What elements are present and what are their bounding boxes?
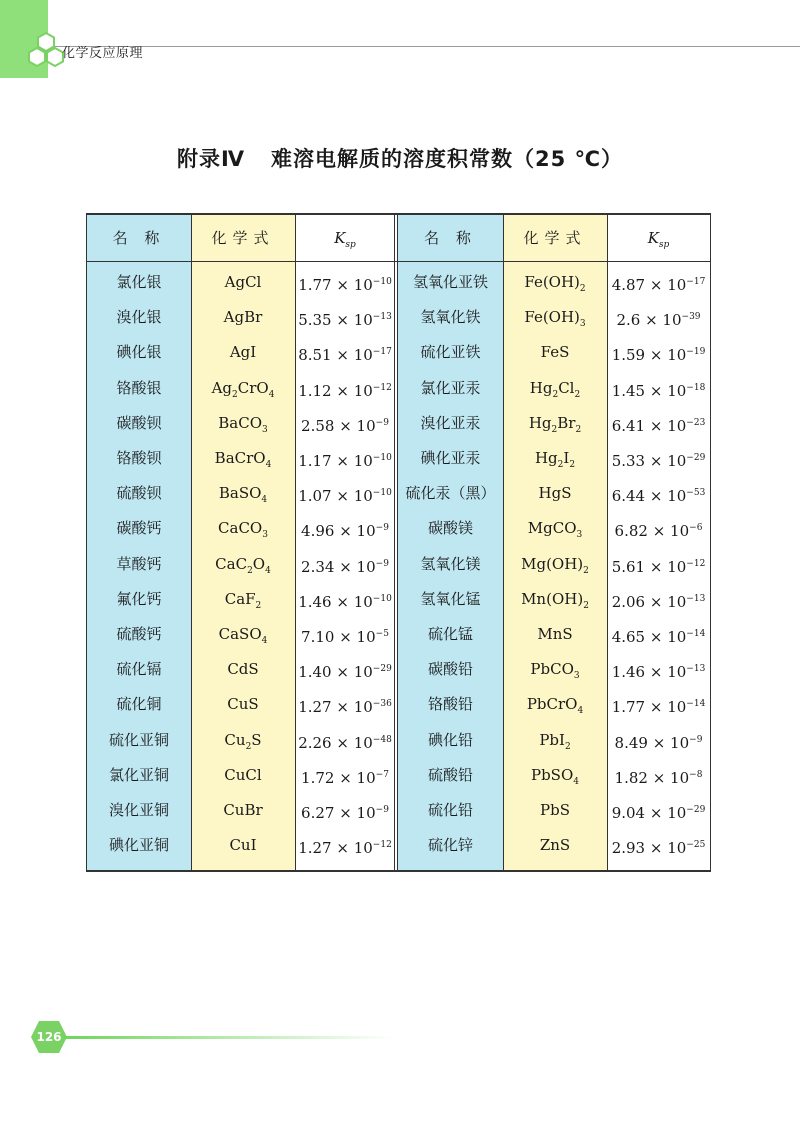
compound-name: 溴化亚铜 [108,801,169,819]
ksp-mantissa: 2.6 [616,311,641,330]
header-name: 名 称 [424,229,477,247]
compound-name: 碳酸铅 [427,660,473,679]
ksp-value [295,582,395,617]
ksp-value [607,406,710,441]
ksp-mantissa: 1.82 [614,768,648,787]
ksp-mantissa: 1.07 [298,487,332,506]
ksp-exponent: −10 [372,488,392,499]
ksp-exponent: −10 [372,593,392,604]
formula-part: Fe(OH) [524,308,580,327]
ksp-value [295,300,395,335]
times-ten: × 10 [331,487,373,506]
chemical-formula [503,335,607,370]
compound-name: 硫化汞（黑） [405,484,496,503]
header-formula: 化学式 [523,229,587,247]
formula-part: ZnS [539,836,571,855]
formula-subscript: 4 [265,460,272,470]
ksp-exponent: −39 [681,312,701,323]
ksp-mantissa: 5.33 [611,452,646,470]
times-ten: × 10 [331,381,373,400]
ksp-value [607,687,710,722]
formula-part: PbCO [530,660,574,679]
formula-part: O [252,554,266,573]
formula-part: Hg [529,378,553,397]
compound-name: 碘化铅 [427,730,473,749]
compound-name: 氢氧化亚铁 [412,273,488,291]
formula-part: Fe(OH) [524,273,580,291]
chemical-formula [191,371,295,406]
times-ten: × 10 [647,522,690,541]
ksp-mantissa: 1.40 [298,663,332,682]
chemical-formula [191,758,295,793]
ksp-exponent: −12 [372,382,392,393]
formula-subscript: 4 [577,706,584,717]
ksp-value [607,335,710,370]
ksp-exponent: −36 [372,699,392,710]
formula-subscript: 3 [262,424,268,435]
times-ten: × 10 [640,311,682,330]
ksp-value [295,758,395,793]
ksp-value [295,441,395,476]
ksp-value [607,793,710,828]
compound-name: 硫酸铅 [427,765,473,784]
chemical-formula [191,335,295,370]
formula-subscript: 3 [262,530,268,541]
header-rule [87,261,710,262]
ksp-symbol: K [647,229,659,247]
times-ten: × 10 [645,416,687,435]
chemical-formula [191,617,295,652]
formula-part: I [563,449,570,467]
ksp-value [607,511,710,546]
ksp-subscript: sp [345,240,356,250]
times-ten: × 10 [331,733,373,752]
formula-part: AgCl [224,273,262,291]
compound-name: 碳酸钡 [116,413,162,432]
times-ten: × 10 [334,416,376,435]
ksp-exponent: −9 [375,417,389,428]
times-ten: × 10 [334,768,376,787]
chemical-formula [503,652,607,687]
times-ten: × 10 [331,592,373,611]
ksp-exponent: −53 [686,488,706,499]
ksp-mantissa: 1.45 [611,381,646,400]
compound-name: 氢氧化镁 [420,554,481,573]
chemical-formula [503,723,607,758]
ksp-exponent: −29 [686,453,706,463]
compound-name: 溴化银 [116,308,162,327]
chemical-formula [503,582,607,617]
ksp-mantissa: 2.93 [611,839,646,858]
formula-subscript: 2 [255,600,262,611]
formula-part: CaCO [218,519,263,538]
header-formula: 化学式 [211,229,275,247]
chemical-formula [191,828,295,863]
ksp-mantissa: 1.72 [301,768,335,787]
chemical-formula [191,265,295,300]
ksp-value [295,793,395,828]
formula-part: CaSO [218,625,262,643]
formula-part: CaF [224,589,256,608]
times-ten: × 10 [645,592,687,611]
ksp-value [607,371,710,406]
ksp-mantissa: 6.82 [614,522,648,541]
compound-name: 铬酸钡 [116,449,162,467]
ksp-mantissa: 2.06 [611,592,646,611]
chemical-formula [503,793,607,828]
compound-name: 铬酸铅 [427,695,473,714]
chemical-formula [503,441,607,476]
compound-name: 碘化亚铜 [108,836,169,855]
chemical-formula [191,441,295,476]
compound-name: 硫化镉 [116,660,162,679]
ksp-value [295,723,395,758]
formula-part: AgI [229,343,257,362]
times-ten: × 10 [645,452,687,470]
ksp-exponent: −25 [686,840,706,851]
ksp-mantissa: 6.41 [611,416,646,435]
formula-part: Cl [558,378,575,397]
compound-name: 碘化银 [116,343,162,362]
header-ksp [607,221,710,256]
formula-subscript: 2 [579,284,586,294]
ksp-exponent: −29 [372,664,392,675]
ksp-value [295,617,395,652]
compound-name: 氟化钙 [116,589,162,608]
header-rule [48,46,800,47]
ksp-exponent: −48 [372,734,392,745]
ksp-symbol: K [334,229,346,247]
ksp-exponent: −6 [689,523,703,534]
compound-name: 氢氧化锰 [420,589,481,608]
formula-subscript: 2 [583,600,589,611]
ksp-mantissa: 5.61 [611,557,646,576]
footer-rule [64,1036,394,1039]
ksp-exponent: −14 [686,699,706,710]
formula-subscript: 2 [232,389,238,400]
page-title [0,143,800,173]
compound-name: 硫酸钡 [116,484,162,503]
formula-subscript: 4 [261,636,268,646]
times-ten: × 10 [334,628,376,646]
chemical-formula [503,687,607,722]
ksp-mantissa: 4.87 [611,276,646,294]
ksp-value [607,300,710,335]
ksp-exponent: −18 [686,382,706,393]
ksp-value [607,476,710,511]
formula-part: CuS [227,695,259,714]
times-ten: × 10 [647,768,690,787]
times-ten: × 10 [331,311,373,330]
formula-part: FeS [540,343,570,362]
ksp-exponent: −9 [375,805,389,815]
chemical-formula [503,300,607,335]
appendix-label: 附录Ⅳ [176,147,246,171]
ksp-exponent: −13 [686,664,706,675]
compound-name: 碳酸钙 [116,519,162,538]
ksp-value [295,547,395,582]
formula-part: Ag [211,378,232,397]
ksp-exponent: −17 [686,277,706,287]
ksp-value [607,652,710,687]
formula-part: PbCrO [526,695,578,714]
chemical-formula [503,265,607,300]
header-name: 名 称 [112,229,166,247]
formula-subscript: 4 [268,389,275,400]
chemical-formula [191,723,295,758]
book-title: 化学反应原理 [62,46,144,61]
formula-subscript: 3 [579,319,586,330]
times-ten: × 10 [645,276,687,294]
formula-part: CaC [215,554,248,573]
formula-subscript: 2 [574,389,581,400]
times-ten: × 10 [645,557,687,576]
compound-name: 氯化亚铜 [108,765,169,784]
ksp-value [295,406,395,441]
compound-name: 碳酸镁 [427,519,473,538]
formula-part: CuI [229,836,257,855]
appendix-title: 难溶电解质的溶度积常数（25 ℃） [271,147,624,171]
compound-name: 硫化亚铜 [108,730,169,749]
times-ten: × 10 [331,276,373,294]
compound-name: 硫化亚铁 [420,343,481,362]
formula-part: Mn(OH) [521,589,584,608]
compound-name: 碘化亚汞 [420,449,481,467]
compound-name: 氯化银 [116,273,162,291]
formula-part: PbI [539,730,565,749]
formula-part: BaCrO [214,449,266,467]
ksp-value [295,371,395,406]
ksp-subscript: sp [658,240,670,250]
ksp-value [607,617,710,652]
chemical-formula [191,300,295,335]
ksp-value [607,547,710,582]
chemical-formula [191,687,295,722]
times-ten: × 10 [645,804,687,822]
formula-part: CdS [227,660,259,679]
formula-part: CuBr [223,801,263,819]
formula-part: Hg [534,449,558,467]
ksp-value [607,582,710,617]
ksp-exponent: −12 [686,558,706,569]
chemical-formula [503,547,607,582]
chemical-formula [503,476,607,511]
ksp-table [86,213,711,872]
formula-part: MnS [537,625,573,643]
chemical-formula [191,406,295,441]
ksp-exponent: −29 [686,805,706,815]
compound-name: 溴化亚汞 [420,413,481,432]
ksp-mantissa: 8.51 [298,346,332,365]
ksp-exponent: −10 [372,453,392,463]
compound-name: 草酸钙 [116,554,162,573]
formula-subscript: 4 [265,565,271,576]
ksp-exponent: −14 [686,629,706,639]
chemical-formula [503,371,607,406]
formula-subscript: 2 [583,565,589,576]
formula-subscript: 2 [557,460,564,470]
formula-subscript: 2 [575,424,582,435]
ksp-value [607,265,710,300]
formula-subscript: 2 [564,741,571,752]
ksp-value [295,476,395,511]
times-ten: × 10 [645,663,687,682]
times-ten: × 10 [334,557,376,576]
ksp-exponent: −9 [689,734,703,745]
ksp-mantissa: 1.46 [611,663,646,682]
times-ten: × 10 [647,733,690,752]
ksp-mantissa: 1.12 [298,381,332,400]
compound-name: 铬酸银 [116,378,162,397]
ksp-value [295,828,395,863]
times-ten: × 10 [645,839,687,858]
times-ten: × 10 [331,452,373,470]
compound-name: 硫化锌 [427,836,473,855]
ksp-value [295,511,395,546]
compound-name: 硫化铅 [427,801,473,819]
times-ten: × 10 [334,804,376,822]
ksp-mantissa: 4.65 [611,628,646,646]
ksp-exponent: −7 [375,769,389,780]
ksp-value [295,265,395,300]
ksp-mantissa: 2.26 [298,733,332,752]
ksp-mantissa: 5.35 [298,311,332,330]
chemical-formula [191,793,295,828]
compound-name: 氯化亚汞 [420,378,481,397]
formula-subscript: 3 [576,530,583,541]
ksp-exponent: −9 [375,523,389,534]
times-ten: × 10 [331,839,373,858]
chemical-formula [191,476,295,511]
ksp-mantissa: 9.04 [611,804,646,822]
times-ten: × 10 [334,522,376,541]
chemical-formula [503,617,607,652]
ksp-mantissa: 1.27 [298,698,332,717]
ksp-exponent: −13 [372,312,392,323]
formula-subscript: 2 [569,460,576,470]
chemical-formula [503,511,607,546]
ksp-mantissa: 6.44 [611,487,646,506]
formula-part: Mg(OH) [521,554,584,573]
formula-part: PbS [540,801,570,819]
chemical-formula [191,652,295,687]
ksp-value [607,723,710,758]
formula-subscript: 3 [573,671,580,682]
chemical-formula [191,547,295,582]
ksp-exponent: −9 [375,558,389,569]
formula-part: AgBr [223,308,263,327]
ksp-value [607,441,710,476]
ksp-mantissa: 6.27 [301,804,335,822]
formula-part: Br [557,413,576,432]
ksp-mantissa: 2.34 [301,557,335,576]
ksp-mantissa: 2.58 [301,416,335,435]
ksp-exponent: −17 [372,347,392,358]
chemical-formula [503,828,607,863]
times-ten: × 10 [645,628,687,646]
formula-subscript: 2 [245,741,252,752]
hexagon-logo-icon [26,31,66,75]
ksp-mantissa: 1.59 [611,346,646,365]
formula-part: PbSO [530,765,574,784]
times-ten: × 10 [645,346,687,365]
chemical-formula [503,406,607,441]
ksp-exponent: −10 [372,277,392,287]
formula-part: Hg [528,413,552,432]
ksp-exponent: −13 [686,593,706,604]
ksp-mantissa: 7.10 [301,628,335,646]
formula-part: S [251,730,262,749]
compound-name: 硫化锰 [427,625,473,643]
ksp-value [607,828,710,863]
times-ten: × 10 [331,663,373,682]
formula-subscript: 4 [573,776,579,787]
header-ksp [295,221,395,256]
ksp-value [295,335,395,370]
formula-part: BaSO [218,484,262,503]
ksp-exponent: −8 [689,769,703,780]
compound-name: 氢氧化铁 [420,308,481,327]
page-number: 126 [36,1030,62,1044]
ksp-exponent: −12 [372,840,392,851]
ksp-mantissa: 1.77 [298,276,332,294]
chemical-formula [191,511,295,546]
ksp-exponent: −23 [686,417,706,428]
ksp-mantissa: 1.27 [298,839,332,858]
compound-name: 硫酸钙 [116,625,162,643]
chemical-formula [191,582,295,617]
formula-part: CuCl [224,765,262,784]
ksp-mantissa: 1.77 [611,698,646,717]
times-ten: × 10 [645,487,687,506]
ksp-exponent: −19 [686,347,706,358]
times-ten: × 10 [645,381,687,400]
formula-part: CrO [237,378,269,397]
formula-part: HgS [538,484,572,503]
times-ten: × 10 [331,698,373,717]
formula-part: BaCO [218,413,262,432]
ksp-value [607,758,710,793]
ksp-mantissa: 1.17 [298,452,332,470]
formula-subscript: 2 [551,424,558,435]
formula-subscript: 2 [247,565,253,576]
formula-subscript: 4 [261,495,268,506]
times-ten: × 10 [645,698,687,717]
compound-name: 硫化铜 [116,695,162,714]
ksp-exponent: −5 [375,629,389,639]
ksp-mantissa: 8.49 [614,733,648,752]
formula-subscript: 2 [552,389,559,400]
ksp-mantissa: 1.46 [298,592,332,611]
formula-part: MgCO [527,519,577,538]
chemical-formula [503,758,607,793]
formula-part: Cu [224,730,246,749]
ksp-value [295,652,395,687]
ksp-value [295,687,395,722]
ksp-mantissa: 4.96 [301,522,335,541]
times-ten: × 10 [331,346,373,365]
